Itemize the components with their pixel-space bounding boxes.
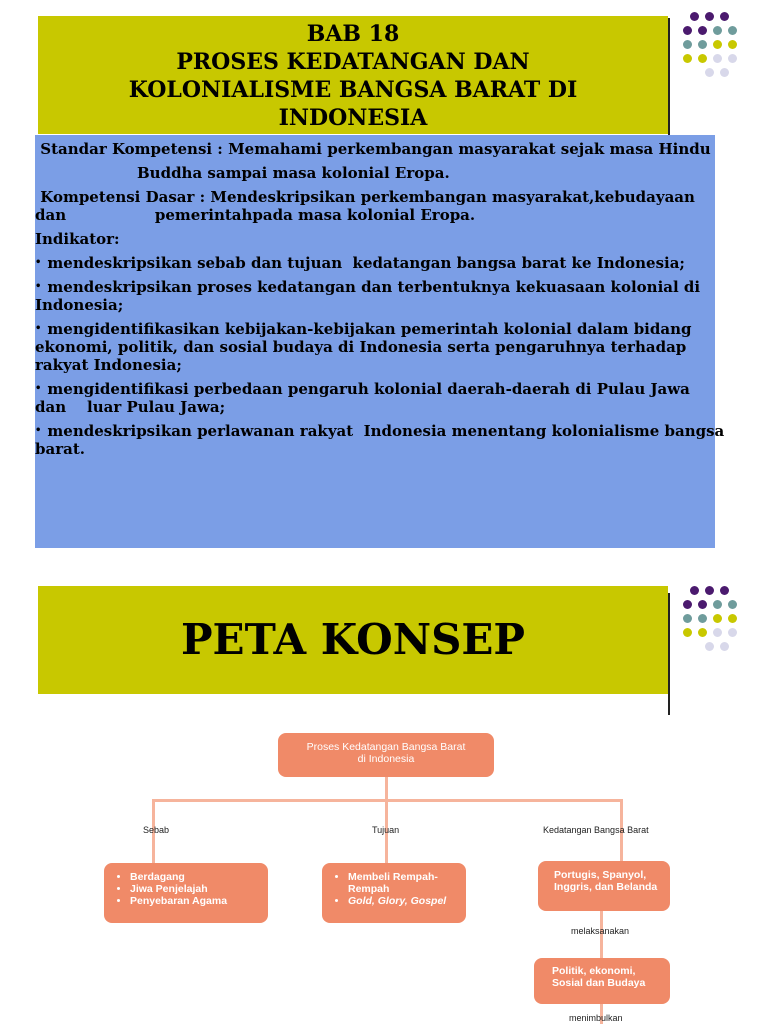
- dot-icon: [698, 40, 707, 49]
- connector-line: [385, 777, 388, 801]
- pelaksanaan-label: Politik, ekonomi, Sosial dan Budaya: [552, 965, 646, 989]
- dot-icon: [713, 600, 722, 609]
- dot-icon: [720, 586, 729, 595]
- dot-icon: [713, 26, 722, 35]
- dot-icon: [683, 614, 692, 623]
- label-melaksanakan: melaksanakan: [571, 926, 630, 936]
- dot-icon: [720, 12, 729, 21]
- dot-icon: [698, 628, 707, 637]
- title-band: [38, 586, 668, 694]
- dot-icon: [728, 26, 737, 35]
- sebab-item: • Jiwa Penjelajah: [130, 883, 268, 895]
- title-line: BAB 18: [306, 21, 400, 47]
- dot-icon: [690, 12, 699, 21]
- standar-kompetensi-cont: Buddha sampai masa kolonial Eropa.: [137, 164, 450, 182]
- indicator-item: • mengidentifikasi perbedaan pengaruh kolonial daerah-daerah di Pulau Jawa dan luar Pulau Jawa;: [35, 380, 696, 416]
- slide-2: [0, 583, 768, 1024]
- tujuan-item: • Gold, Glory, Gospel: [348, 895, 466, 907]
- kedatangan-label: Portugis, Spanyol, Inggris, dan Belanda: [554, 869, 658, 893]
- dot-icon: [713, 614, 722, 623]
- dot-icon: [683, 26, 692, 35]
- bullet-icon: •: [35, 425, 42, 436]
- dot-icon: [728, 628, 737, 637]
- dot-icon: [728, 54, 737, 63]
- bullet-icon: •: [35, 323, 42, 334]
- dot-icon: [698, 54, 707, 63]
- dot-icon: [705, 68, 714, 77]
- divider-line: [668, 593, 670, 715]
- dot-icon: [713, 628, 722, 637]
- dot-icon: [728, 600, 737, 609]
- dot-icon: [713, 54, 722, 63]
- label-sebab: Sebab: [143, 825, 170, 835]
- indicator-item: • mendeskripsikan proses kedatangan dan terbentuknya kekuasaan kolonial di Indonesia;: [35, 278, 758, 314]
- dot-icon: [683, 40, 692, 49]
- competency-content: [35, 136, 758, 458]
- dot-icon: [705, 642, 714, 651]
- indicator-item: • mendeskripsikan perlawanan rakyat Indonesia menentang kolonialisme bangsa barat.: [35, 422, 746, 458]
- pelaksanaan-node: [534, 958, 670, 1004]
- dot-icon: [705, 12, 714, 21]
- dot-icon: [728, 40, 737, 49]
- dot-icon: [683, 600, 692, 609]
- slide-title: PETA KONSEP: [180, 615, 526, 664]
- dot-icon: [713, 40, 722, 49]
- dot-icon: [728, 614, 737, 623]
- chapter-title: [38, 16, 668, 132]
- dot-icon: [683, 54, 692, 63]
- kedatangan-node: [538, 861, 670, 911]
- dot-icon: [683, 628, 692, 637]
- sebab-item: • Penyebaran Agama: [130, 895, 268, 907]
- dot-icon: [720, 68, 729, 77]
- standar-kompetensi: Standar Kompetensi : Memahami perkembangan masyarakat sejak masa Hindu: [35, 140, 711, 158]
- concept-map: [0, 733, 768, 1024]
- dot-icon: [690, 586, 699, 595]
- bullet-icon: •: [35, 257, 42, 268]
- label-menimbulkan: menimbulkan: [569, 1013, 623, 1023]
- title-line: INDONESIA: [278, 105, 428, 131]
- divider-line: [668, 18, 670, 138]
- bullet-icon: •: [35, 281, 42, 292]
- kompetensi-dasar: Kompetensi Dasar : Mendeskripsikan perkembangan masyarakat,kebudayaan dan pemerintahpada masa kolonial Eropa.: [35, 188, 701, 224]
- label-kedatangan: Kedatangan Bangsa Barat: [543, 825, 649, 835]
- root-node: [278, 733, 494, 777]
- sebab-node: [104, 863, 268, 923]
- indicator-item: • mengidentifikasikan kebijakan-kebijakan pemerintah kolonial dalam bidang ekonomi, politik, dan sosial budaya di Indonesia serta pengaruhnya terhadap rakyat Indonesia;: [35, 320, 739, 374]
- label-tujuan: Tujuan: [372, 825, 400, 835]
- indikator-label: Indikator:: [35, 230, 120, 248]
- dot-icon: [698, 600, 707, 609]
- root-label: Proses Kedatangan Bangsa Barat: [306, 741, 466, 753]
- title-line: KOLONIALISME BANGSA BARAT DI: [128, 77, 578, 103]
- dot-icon: [705, 586, 714, 595]
- dot-icon: [698, 614, 707, 623]
- sebab-item: • Berdagang: [130, 871, 268, 883]
- tujuan-node: [322, 863, 466, 923]
- title-band: [38, 16, 668, 134]
- title-line: PROSES KEDATANGAN DAN: [176, 49, 530, 75]
- bullet-icon: •: [35, 383, 42, 394]
- dot-icon: [698, 26, 707, 35]
- tujuan-item: • Membeli Rempah-Rempah: [348, 871, 448, 895]
- indicator-item: • mendeskripsikan sebab dan tujuan kedatangan bangsa barat ke Indonesia;: [35, 254, 685, 272]
- dot-icon: [720, 642, 729, 651]
- root-label: di Indonesia: [357, 753, 415, 765]
